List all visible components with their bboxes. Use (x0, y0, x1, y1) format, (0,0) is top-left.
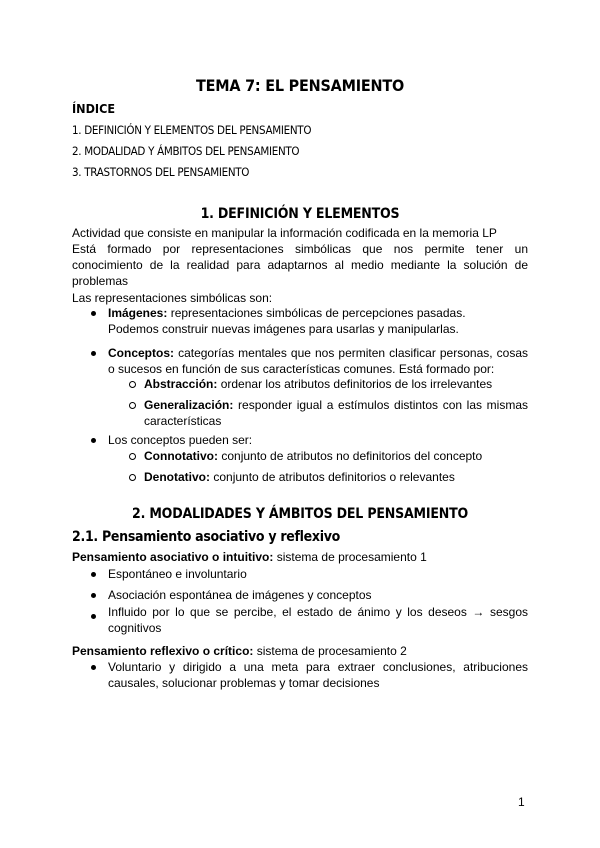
bullet-icon (91, 593, 96, 598)
section-1-title: 1. DEFINICIÓN Y ELEMENTOS (200, 206, 400, 222)
bullet-icon (91, 614, 96, 619)
subsection-title: 2.1. Pensamiento asociativo y reflexivo (72, 529, 341, 545)
term: Abstracción: (144, 377, 218, 391)
index-heading: ÍNDICE (72, 101, 116, 116)
list-item (108, 345, 528, 377)
section-2-title: 2. MODALIDADES Y ÁMBITOS DEL PENSAMIENTO (132, 506, 468, 522)
definition: sistema de procesamiento 2 (256, 644, 407, 658)
paragraph: Está formado por representaciones simbólicas que nos permite tener un conocimiento de la realidad para adaptarnos al medio mediante la solución de problemas (72, 242, 528, 289)
list-item-continuation: Podemos construir nuevas imágenes para usarlas y manipularlas. (108, 322, 459, 336)
list-item: Voluntario y dirigido a una meta para extraer conclusiones, atribuciones causales, solucionar problemas y tomar decisiones (108, 660, 528, 691)
index-item: 2. MODALIDAD Y ÁMBITOS DEL PENSAMIENTO (72, 144, 300, 158)
definition: responder igual a estímulos distintos con las mismas características (144, 398, 528, 429)
bullet-icon (91, 438, 96, 443)
list-item: Los conceptos pueden ser: (108, 433, 253, 447)
sub-list-item (144, 469, 455, 485)
sub-bullet-icon (129, 381, 136, 388)
bullet-icon (91, 351, 96, 356)
bullet-icon (91, 665, 96, 670)
sub-list-item (144, 397, 528, 429)
term: Pensamiento asociativo o intuitivo: (72, 550, 274, 564)
definition: conjunto de atributos definitorios o relevantes (213, 470, 455, 484)
sub-bullet-icon (129, 402, 136, 409)
paragraph: Las representaciones simbólicas son: (72, 291, 273, 305)
term: Pensamiento reflexivo o crítico: (72, 644, 254, 658)
paragraph: Actividad que consiste en manipular la información codificada en la memoria LP (72, 226, 497, 240)
list-item (108, 305, 466, 321)
list-item: Asociación espontánea de imágenes y conceptos (108, 588, 372, 602)
term: Conceptos: (108, 346, 174, 360)
paragraph (72, 549, 427, 565)
definition: representaciones simbólicas de percepciones pasadas. (170, 306, 466, 320)
bullet-icon (91, 311, 96, 316)
term: Generalización: (144, 398, 234, 412)
definition: ordenar los atributos definitorios de los irrelevantes (220, 377, 493, 391)
sub-bullet-icon (129, 453, 136, 460)
sub-bullet-icon (129, 474, 136, 481)
definition: conjunto de atributos no definitorios del concepto (221, 449, 483, 463)
term: Imágenes: (108, 306, 168, 320)
index-item: 3. TRASTORNOS DEL PENSAMIENTO (72, 165, 250, 179)
list-item: Espontáneo e involuntario (108, 567, 247, 581)
definition: categorías mentales que nos permiten clasificar personas, cosas o sucesos en función de sus características comunes. Está formado por: (108, 346, 528, 377)
paragraph (72, 643, 407, 659)
sub-list-item (144, 376, 492, 392)
bullet-icon (91, 572, 96, 577)
definition: sistema de procesamiento 1 (276, 550, 427, 564)
page-number: 1 (518, 795, 525, 809)
term: Denotativo: (144, 470, 210, 484)
sub-list-item (144, 448, 482, 464)
index-item: 1. DEFINICIÓN Y ELEMENTOS DEL PENSAMIENTO (72, 123, 312, 137)
term: Connotativo: (144, 449, 218, 463)
list-item: Influido por lo que se percibe, el estado de ánimo y los deseos → sesgos cognitivos (108, 605, 528, 636)
document-title: TEMA 7: EL PENSAMIENTO (195, 76, 405, 95)
